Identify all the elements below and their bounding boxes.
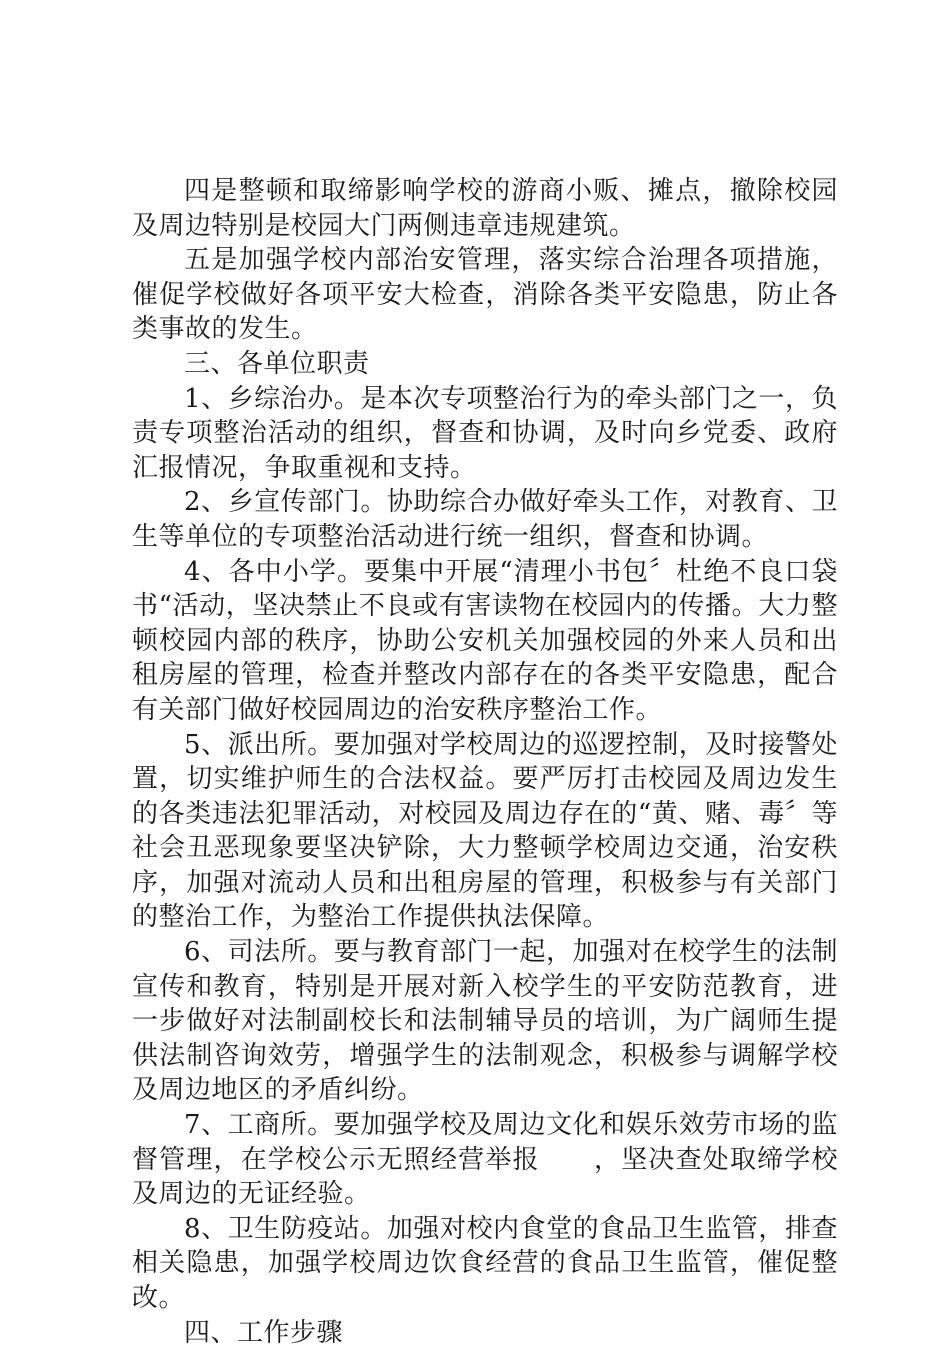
paragraph-police-station: 5、派出所。要加强对学校周边的巡逻控制，及时接警处置，切实维护师生的合法权益。要严厉打击校园及周边发生的各类违法犯罪活动，对校园及周边存在的“黄、赌、毒〞等社会丑恶现象要坚决铲除，大力整顿学校周边交通，治安秩序，加强对流动人员和出租房屋的管理，积极参与有关部门的整治工作，为整治工作提供执法保障。 — [132, 729, 838, 933]
paragraph-schools: 4、各中小学。要集中开展“清理小书包〞杜绝不良口袋书“活动，坚决禁止不良或有害读物在校园内的传播。大力整顿校园内部的秩序，协助公安机关加强校园的外来人员和出租房屋的管理，检查并整改内部存在的各类平安隐患，配合有关部门做好校园周边的治安秩序整治工作。 — [132, 556, 838, 725]
paragraph-item-4: 四是整顿和取缔影响学校的游商小贩、摊点，撤除校园及周边特别是校园大门两侧违章违规建筑。 — [132, 176, 838, 241]
paragraph-health-station: 8、卫生防疫站。加强对校内食堂的食品卫生监管，排查相关隐患，加强学校周边饮食经营的食品卫生监管，催促整改。 — [132, 1213, 838, 1313]
document-body — [132, 174, 838, 1350]
paragraph-judicial-office: 6、司法所。要与教育部门一起，加强对在校学生的法制宣传和教育，特别是开展对新入校学生的平安防范教育，进一步做好对法制副校长和法制辅导员的培训，为广阔师生提供法制咨询效劳，增强学生的法制观念，积极参与调解学校及周边地区的矛盾纠纷。 — [132, 937, 838, 1106]
paragraph-commerce-office: 7、工商所。要加强学校及周边文化和娱乐效劳市场的监督管理，在学校公示无照经营举报 ，坚决查处取缔学校及周边的无证经验。 — [132, 1110, 838, 1210]
paragraph-item-5: 五是加强学校内部治安管理，落实综合治理各项措施，催促学校做好各项平安大检查，消除各类平安隐患，防止各类事故的发生。 — [132, 245, 838, 345]
paragraph-township-office: 1、乡综治办。是本次专项整治行为的牵头部门之一，负责专项整治活动的组织，督查和协调，及时向乡党委、政府汇报情况，争取重视和支持。 — [132, 383, 838, 483]
section-heading-work-steps: 四、工作步骤 — [184, 1317, 344, 1348]
paragraph-propaganda-dept: 2、乡宣传部门。协助综合办做好牵头工作，对教育、卫生等单位的专项整治活动进行统一组织，督查和协调。 — [132, 487, 838, 552]
section-heading-unit-duties: 三、各单位职责 — [184, 348, 370, 379]
